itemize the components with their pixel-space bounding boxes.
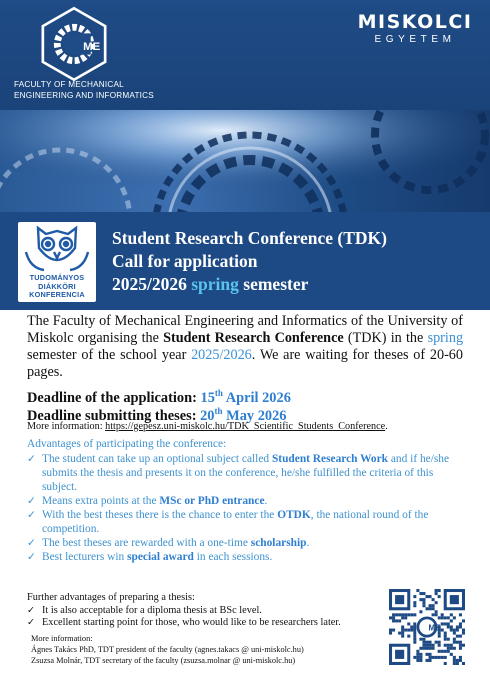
contacts-heading: More information: bbox=[31, 634, 93, 643]
qr-center-letters: ME bbox=[428, 623, 441, 633]
check-icon: ✓ bbox=[27, 495, 36, 507]
qr-code-icon[interactable] bbox=[389, 589, 465, 665]
list-item: ✓ It is also acceptable for a diploma thesis at BSc level. bbox=[27, 604, 262, 616]
owl-icon bbox=[18, 222, 96, 274]
page-title bbox=[112, 227, 387, 296]
further-advantages-section bbox=[27, 592, 387, 630]
check-icon: ✓ bbox=[27, 604, 35, 616]
tdk-info-link[interactable]: https://gepesz.uni-miskolc.hu/TDK_Scientific_Students_Conference bbox=[105, 421, 386, 432]
list-item: ✓ Means extra points at the MSc or PhD entrance. bbox=[27, 495, 268, 507]
list-item: ✓ The student can take up an optional subject called Student Research Work and if he/she submits the thesis and presents it on the conference, he/she fulfilled the criteria of this subject. bbox=[27, 453, 450, 493]
title-line-1: Student Research Conference (TDK) bbox=[112, 228, 387, 248]
advantages-section bbox=[27, 437, 463, 564]
list-item: ✓ Best lecturers win special award in each sessions. bbox=[27, 551, 273, 563]
tdk-logo-caption: TUDOMÁNYOS DIÁKKÖRI KONFERENCIA bbox=[29, 273, 85, 299]
tdk-logo bbox=[18, 222, 96, 302]
list-item: ✓ The best theses are rewarded with a one-time scholarship. bbox=[27, 537, 310, 549]
check-icon: ✓ bbox=[27, 537, 36, 549]
faculty-header bbox=[0, 0, 490, 110]
deadline-application: Deadline of the application: 15th April 2026 bbox=[27, 388, 291, 406]
contact-secretary: Zsuzsa Molnár, TDT secretary of the faculty (zsuzsa.molnar @ uni-miskolc.hu) bbox=[31, 655, 296, 665]
check-icon: ✓ bbox=[27, 453, 36, 465]
university-name: MISKOLCI bbox=[357, 11, 473, 33]
check-icon: ✓ bbox=[27, 509, 36, 521]
list-item: ✓ With the best theses there is the chance to enter the OTDK, the national round of the competition. bbox=[27, 509, 429, 535]
check-icon: ✓ bbox=[27, 551, 36, 563]
check-icon: ✓ bbox=[27, 617, 35, 629]
faculty-logo-icon bbox=[36, 6, 112, 82]
gears-photo bbox=[0, 110, 490, 212]
faculty-logo-letters: ME bbox=[83, 41, 101, 54]
further-heading: Further advantages of preparing a thesis: bbox=[27, 592, 195, 603]
gears-illustration bbox=[0, 110, 490, 212]
advantages-heading: Advantages of participating the conference: bbox=[27, 438, 227, 450]
title-semester-highlight: spring bbox=[191, 274, 239, 294]
title-line-2: Call for application bbox=[112, 251, 258, 271]
university-logo bbox=[356, 12, 474, 46]
title-line-3: 2025/2026 spring semester bbox=[112, 274, 309, 294]
faculty-name: FACULTY OF MECHANICAL ENGINEERING AND INFORMATICS bbox=[14, 80, 154, 100]
university-subtitle: EGYETEM bbox=[374, 34, 456, 45]
contact-president: Ágnes Takács PhD, TDT president of the faculty (agnes.takacs @ uni-miskolc.hu) bbox=[31, 644, 304, 654]
deadline-theses: Deadline submitting theses: 20th May 2026 bbox=[27, 406, 287, 424]
more-info-line: More information: https://gepesz.uni-miskolc.hu/TDK_Scientific_Students_Conference. bbox=[27, 421, 388, 432]
list-item: ✓ Excellent starting point for those, who would like to be researchers later. bbox=[27, 617, 341, 629]
contacts-section bbox=[31, 634, 381, 666]
intro-paragraph: The Faculty of Mechanical Engineering and Informatics of the University of Miskolc organising the Student Research Conference (TDK) in the spring semester of the school year 2025/2026. We are waiting for theses of 20-60 pages. bbox=[27, 313, 464, 380]
